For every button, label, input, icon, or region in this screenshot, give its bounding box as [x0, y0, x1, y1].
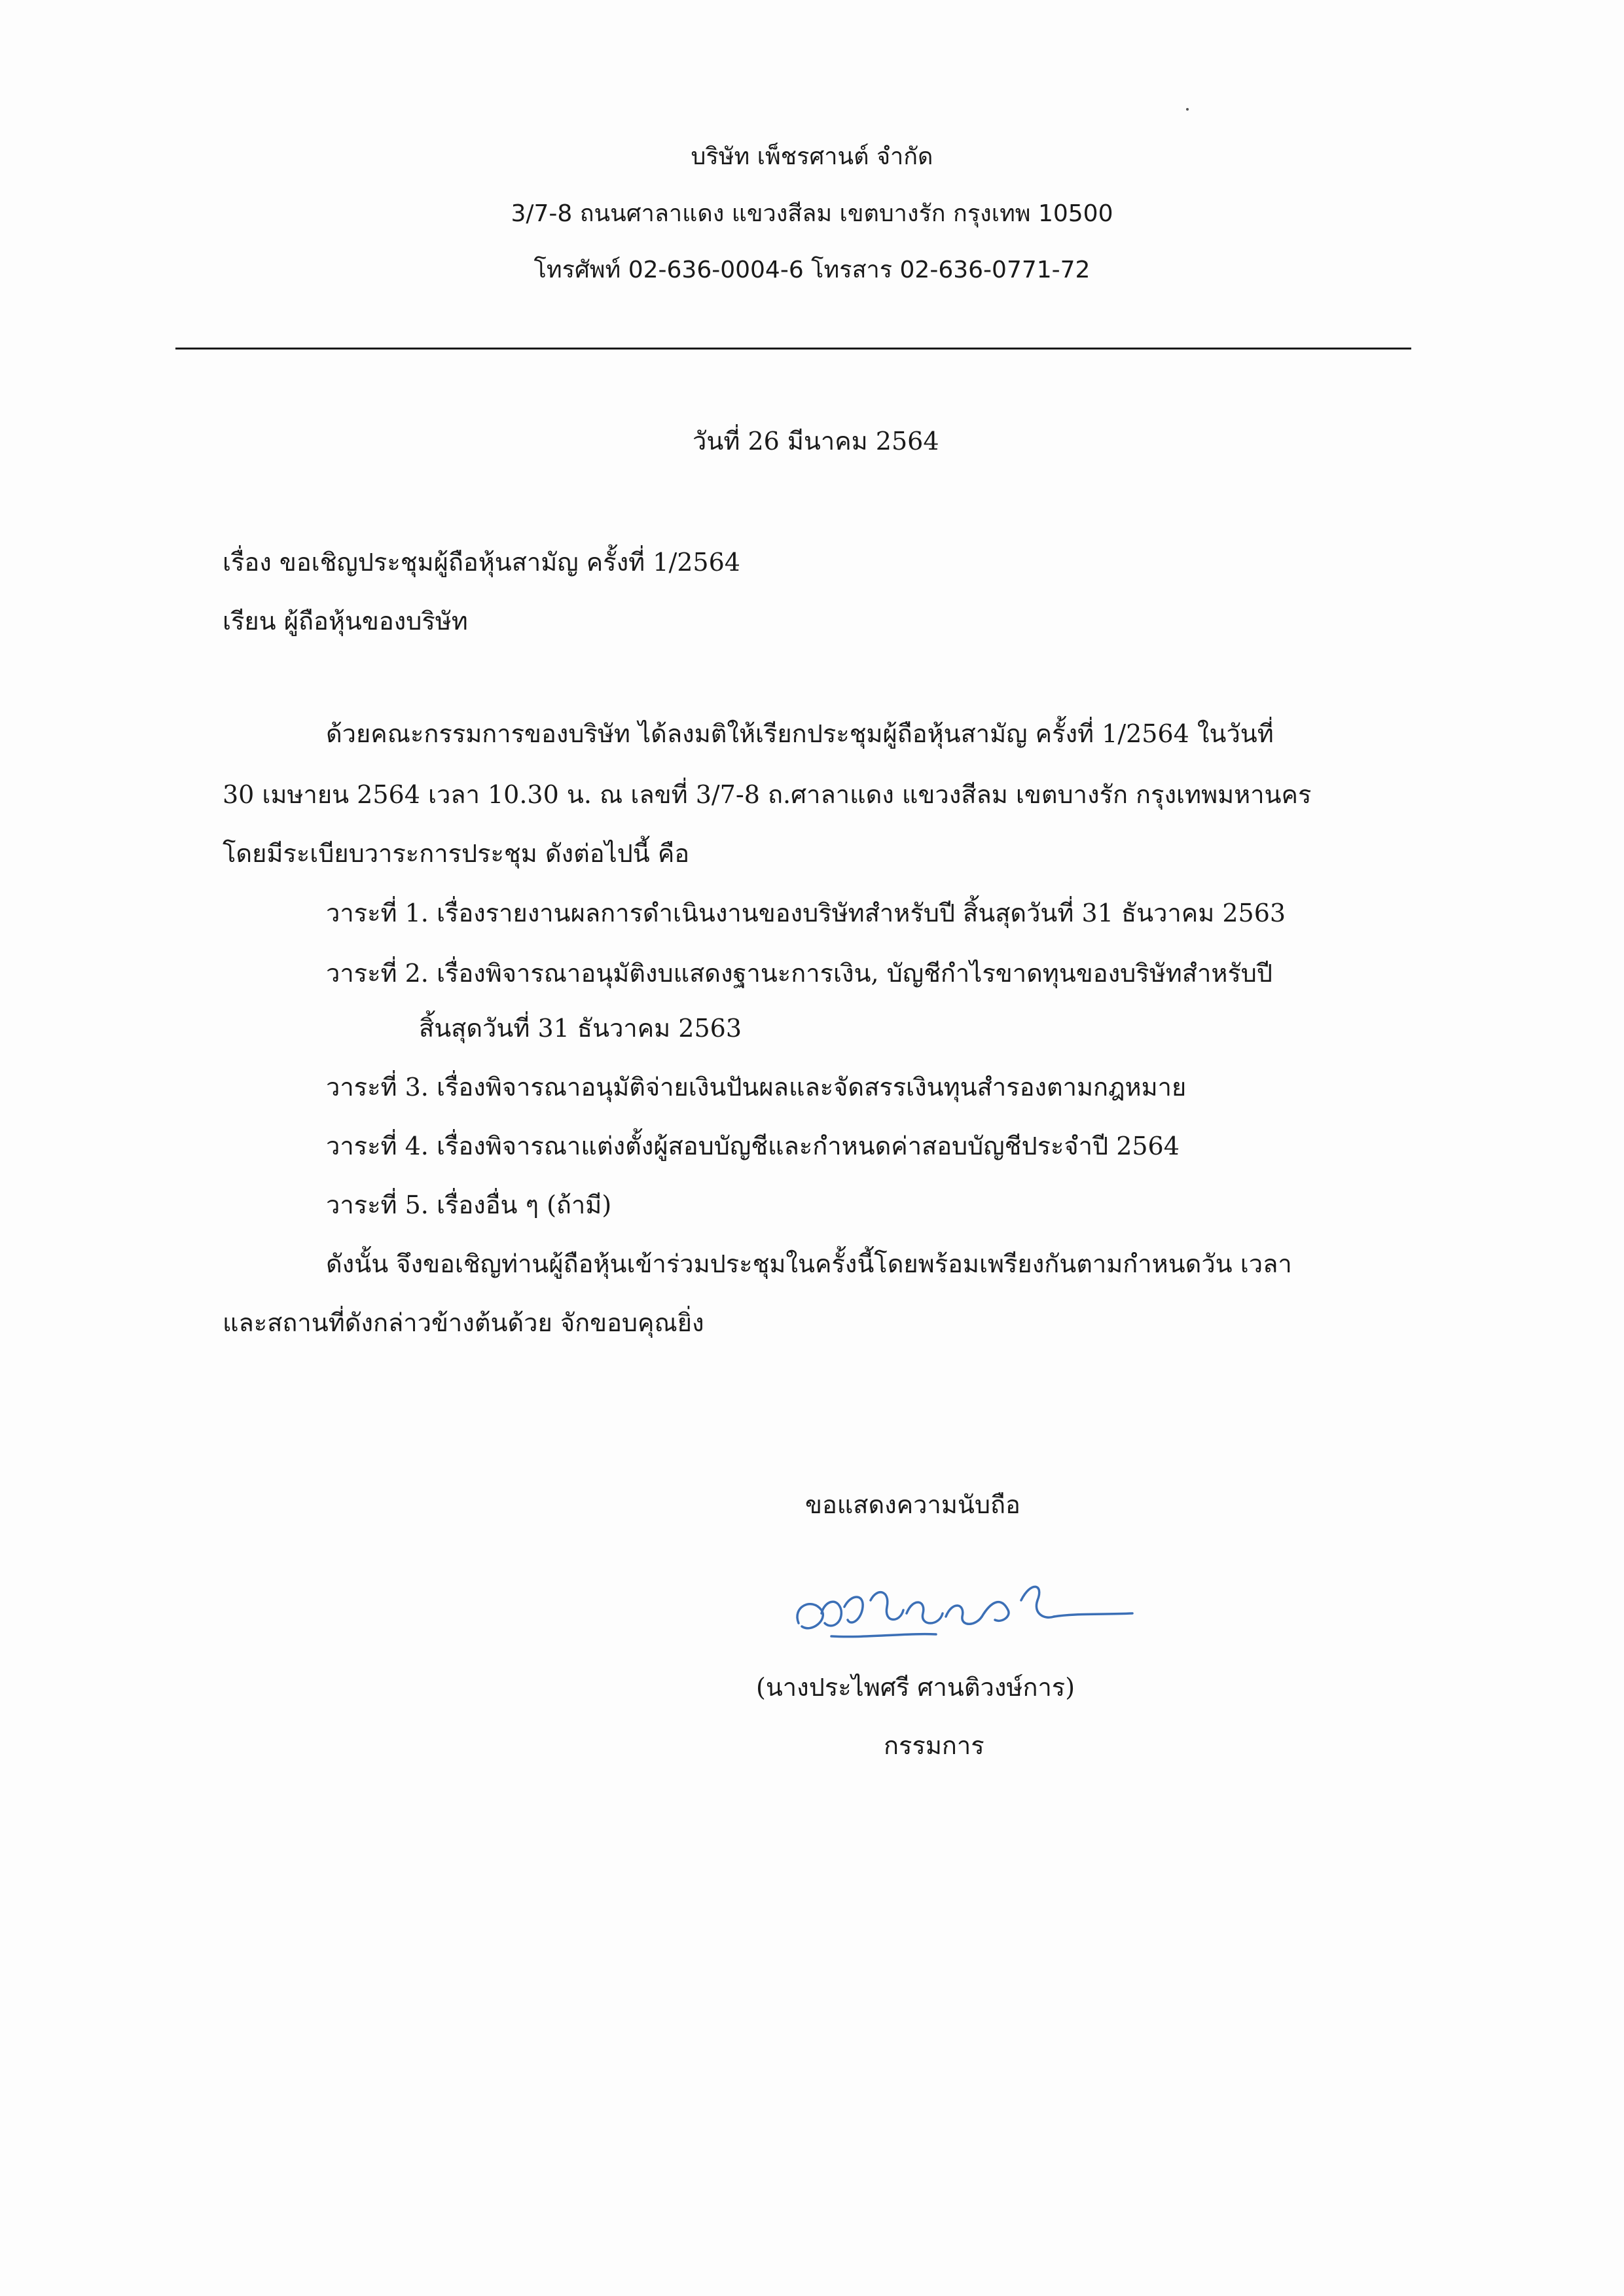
letter-subject: เรื่อง ขอเชิญประชุมผู้ถือหุ้นสามัญ ครั้งที่ 1/2564 — [223, 548, 740, 577]
signatory-name: (นางประไพศรี ศานติวงษ์การ) — [756, 1673, 1075, 1702]
letter-date: วันที่ 26 มีนาคม 2564 — [693, 427, 939, 456]
closing-line-2: และสถานที่ดังกล่าวข้างต้นด้วย จักขอบคุณยิ่ง — [223, 1308, 704, 1337]
agenda-item-4: วาระที่ 4. เรื่องพิจารณาแต่งตั้งผู้สอบบัญชีและกำหนดค่าสอบบัญชีประจำปี 2564 — [326, 1132, 1180, 1160]
company-address: 3/7-8 ถนนศาลาแดง แขวงสีลม เขตบางรัก กรุงเทพ 10500 — [511, 200, 1113, 227]
intro-line-2: 30 เมษายน 2564 เวลา 10.30 น. ณ เลขที่ 3/7-8 ถ.ศาลาแดง แขวงสีลม เขตบางรัก กรุงเทพมหานคร — [223, 780, 1312, 809]
intro-line-1: ด้วยคณะกรรมการของบริษัท ได้ลงมติให้เรียกประชุมผู้ถือหุ้นสามัญ ครั้งที่ 1/2564 ในวันที่ — [326, 719, 1274, 748]
agenda-item-3: วาระที่ 3. เรื่องพิจารณาอนุมัติจ่ายเงินปันผลและจัดสรรเงินทุนสำรองตามกฎหมาย — [326, 1073, 1187, 1102]
company-name: บริษัท เพ็ชรศานต์ จำกัด — [691, 143, 933, 170]
intro-line-3: โดยมีระเบียบวาระการประชุม ดังต่อไปนี้ คือ — [223, 839, 690, 868]
signoff-regards: ขอแสดงความนับถือ — [805, 1490, 1020, 1519]
header-divider — [175, 348, 1411, 350]
handwritten-signature — [785, 1561, 1152, 1659]
agenda-item-1: วาระที่ 1. เรื่องรายงานผลการดำเนินงานของบริษัทสำหรับปี สิ้นสุดวันที่ 31 ธันวาคม 2563 — [326, 899, 1286, 927]
letter-recipient: เรียน ผู้ถือหุ้นของบริษัท — [223, 607, 468, 636]
signatory-title: กรรมการ — [884, 1731, 984, 1760]
agenda-item-2: วาระที่ 2. เรื่องพิจารณาอนุมัติงบแสดงฐานะการเงิน, บัญชีกำไรขาดทุนของบริษัทสำหรับปี — [326, 959, 1273, 988]
scan-speck — [1186, 108, 1189, 111]
agenda-item-2-continued: สิ้นสุดวันที่ 31 ธันวาคม 2563 — [419, 1014, 742, 1043]
company-contact: โทรศัพท์ 02-636-0004-6 โทรสาร 02-636-0771-72 — [533, 257, 1091, 283]
agenda-item-5: วาระที่ 5. เรื่องอื่น ๆ (ถ้ามี) — [326, 1191, 612, 1219]
closing-line-1: ดังนั้น จึงขอเชิญท่านผู้ถือหุ้นเข้าร่วมประชุมในครั้งนี้โดยพร้อมเพรียงกันตามกำหนดวัน เวลา — [326, 1249, 1292, 1278]
